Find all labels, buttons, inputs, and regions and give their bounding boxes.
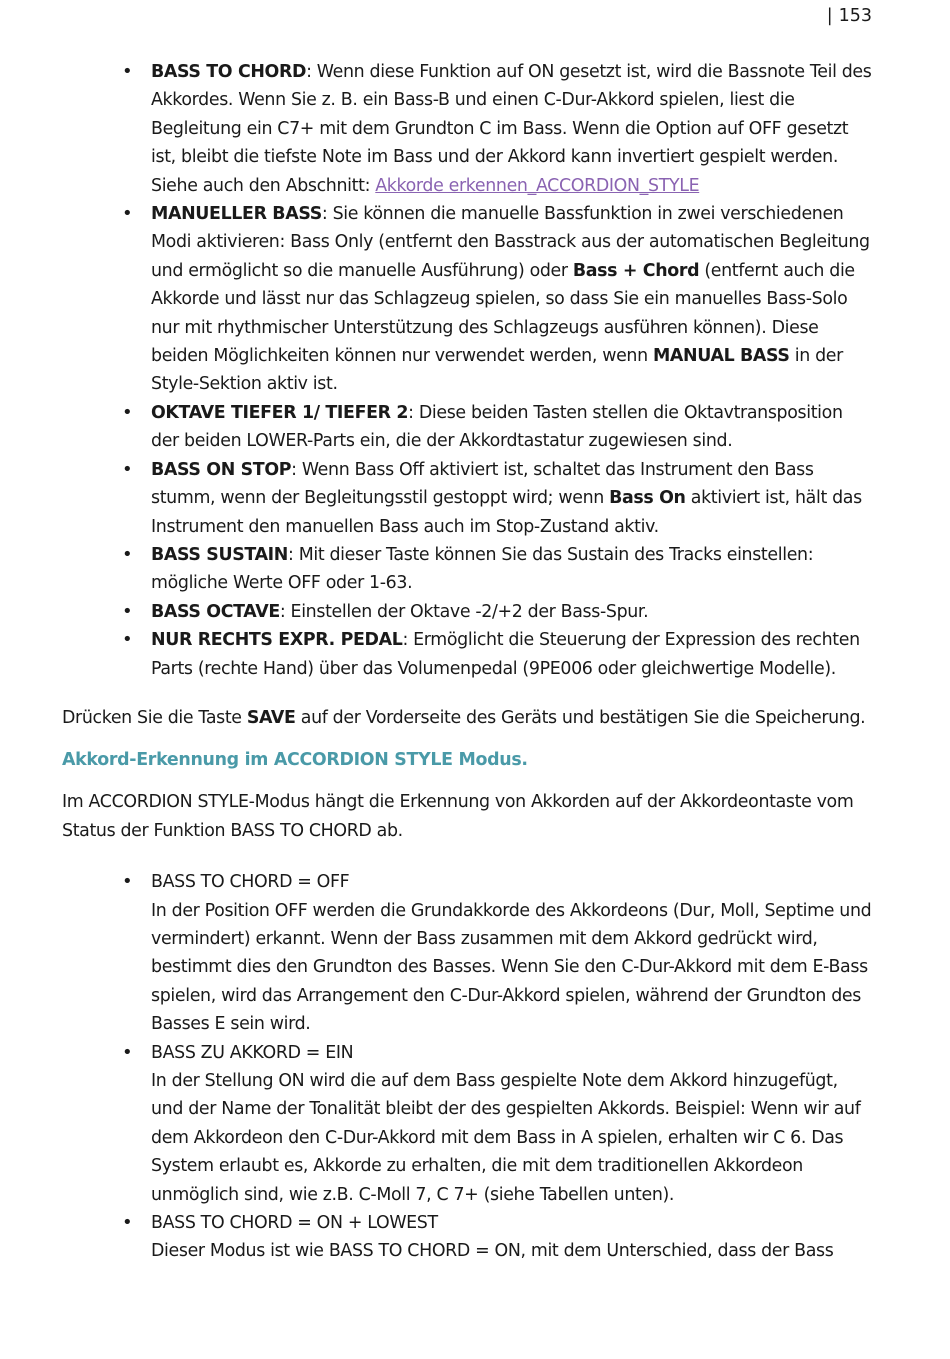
page-number-divider: | (826, 6, 833, 26)
term: BASS SUSTAIN (151, 544, 289, 565)
term: OKTAVE TIEFER 1/ TIEFER 2 (151, 402, 409, 423)
paragraph-text: Drücken Sie die Taste (62, 707, 247, 728)
term: MANUELLER BASS (151, 204, 322, 225)
emphasis: MANUAL BASS (652, 346, 790, 367)
bullet-icon: • (122, 401, 133, 423)
description: : Einstellen der Oktave -2/+2 der Bass-Spur. (279, 601, 649, 622)
list-item-mode-on-lowest (62, 1209, 874, 1266)
save-paragraph (62, 704, 874, 732)
bullet-icon: • (122, 871, 133, 893)
description: : Mit dieser Taste können Sie das Sustain des Tracks einstellen: mögliche Werte OFF oder 1-63. (151, 544, 814, 594)
bullet-icon: • (122, 543, 133, 565)
bullet-icon: • (122, 458, 133, 480)
section-heading: Akkord-Erkennung im ACCORDION STYLE Modus. (62, 750, 528, 771)
description: : Diese beiden Tasten stellen die Oktavtransposition der beiden LOWER-Parts ein, die der Akkordtastatur zugewiesen sind. (151, 402, 843, 452)
term: BASS ON STOP (151, 459, 292, 480)
bullet-icon: • (122, 61, 133, 82)
list-item-bass-to-chord (62, 58, 874, 200)
paragraph-text: auf der Vorderseite des Geräts und bestätigen Sie die Speicherung. (295, 707, 866, 728)
description: in der Style-Sektion aktiv ist. (151, 346, 843, 395)
bullet-icon: • (122, 1041, 133, 1063)
bullet-icon: • (122, 203, 133, 225)
description: : Ermöglicht die Steuerung der Expression des rechten Parts (rechte Hand) über das Volumenpedal (9PE006 oder gleichwertige Modelle). (151, 630, 860, 679)
mode-description: In der Position OFF werden die Grundakkorde des Akkordeons (Dur, Moll, Septime und vermindert) erkannt. Wenn der Bass zusammen mit dem Akkord gedrückt wird, bestimmt dies den Grundton des Basses. Wenn Sie den C-Dur-Akkord mit dem E-Bass spielen, wird das Arrangement den C-Dur-Akkord spielen, während der Grundton des Basses E sein wird. (151, 900, 872, 1035)
page-number-value: 153 (838, 6, 872, 26)
list-item-bass-octave (62, 598, 874, 626)
mode-title: BASS ZU AKKORD = EIN (151, 1042, 354, 1063)
description: : Wenn diese Funktion auf ON gesetzt ist, wird die Bassnote Teil des Akkordes. Wenn Sie z. B. ein Bass-B und einen C-Dur-Akkord spielen, liest die Begleitung ein C7+ mit dem Grundton C im Bass. Wenn die Option auf OFF gesetzt ist, bleibt die tiefste Note im Bass und der Akkord kann invertiert gespielt werden. Siehe auch den Abschnitt: (151, 62, 872, 196)
term: BASS TO CHORD (151, 62, 307, 82)
bullet-icon: • (122, 629, 133, 651)
mode-list (62, 868, 874, 1266)
term: NUR RECHTS EXPR. PEDAL (151, 630, 403, 651)
intro-paragraph: Im ACCORDION STYLE-Modus hängt die Erkennung von Akkorden auf der Akkordeontaste vom Status der Funktion BASS TO CHORD ab. (62, 792, 854, 841)
description: (entfernt auch die Akkorde und lässt nur das Schlagzeug spielen, so dass Sie ein manuelles Bass-Solo nur mit rhythmischer Unterstützung des Schlagzeugs ausführen können). Diese beiden Möglichkeiten können nur verwendet werden, wenn (151, 260, 855, 367)
list-item-expr-pedal (62, 626, 874, 683)
bullet-icon: • (122, 1212, 133, 1234)
description: : Wenn Bass Off aktiviert ist, schaltet das Instrument den Bass stumm, wenn der Begleitungsstil gestoppt wird; wenn (151, 459, 814, 509)
list-item-oktave-tiefer (62, 399, 874, 456)
term: BASS OCTAVE (151, 601, 280, 622)
mode-title: BASS TO CHORD = ON + LOWEST (151, 1213, 438, 1234)
page-content (62, 58, 874, 1266)
emphasis: SAVE (246, 707, 296, 728)
mode-description: Dieser Modus ist wie BASS TO CHORD = ON, mit dem Unterschied, dass der Bass (151, 1241, 834, 1262)
feature-list (62, 58, 874, 683)
list-item-bass-sustain (62, 541, 874, 598)
emphasis: Bass On (609, 488, 686, 509)
list-item-manueller-bass (62, 200, 874, 399)
mode-title: BASS TO CHORD = OFF (151, 872, 350, 893)
description: : Sie können die manuelle Bassfunktion in zwei verschiedenen Modi aktivieren: Bass Only (entfernt den Basstrack aus der automatischen Begleitung und ermöglicht so die manuelle Ausführung) oder (151, 204, 870, 281)
cross-reference-link[interactable]: Akkorde erkennen_ACCORDION_STYLE (375, 175, 700, 196)
description: aktiviert ist, hält das Instrument den manuellen Bass auch im Stop-Zustand aktiv. (151, 488, 862, 537)
list-item-mode-on (62, 1039, 874, 1209)
emphasis: Bass + Chord (572, 260, 700, 281)
list-item-bass-on-stop (62, 456, 874, 541)
mode-description: In der Stellung ON wird die auf dem Bass gespielte Note dem Akkord hinzugefügt, und der Name der Tonalität bleibt der des gespielten Akkords. Beispiel: Wenn wir auf dem Akkordeon den C-Dur-Akkord mit dem Bass in A spielen, erhalten wir C 6. Das System erlaubt es, Akkorde zu erhalten, die mit dem traditionellen Akkordeon unmöglich sind, wie z.B. C-Moll 7, C 7+ (siehe Tabellen unten). (151, 1071, 861, 1205)
list-item-mode-off (62, 868, 874, 1038)
page-number (827, 5, 872, 27)
bullet-icon: • (122, 600, 133, 622)
